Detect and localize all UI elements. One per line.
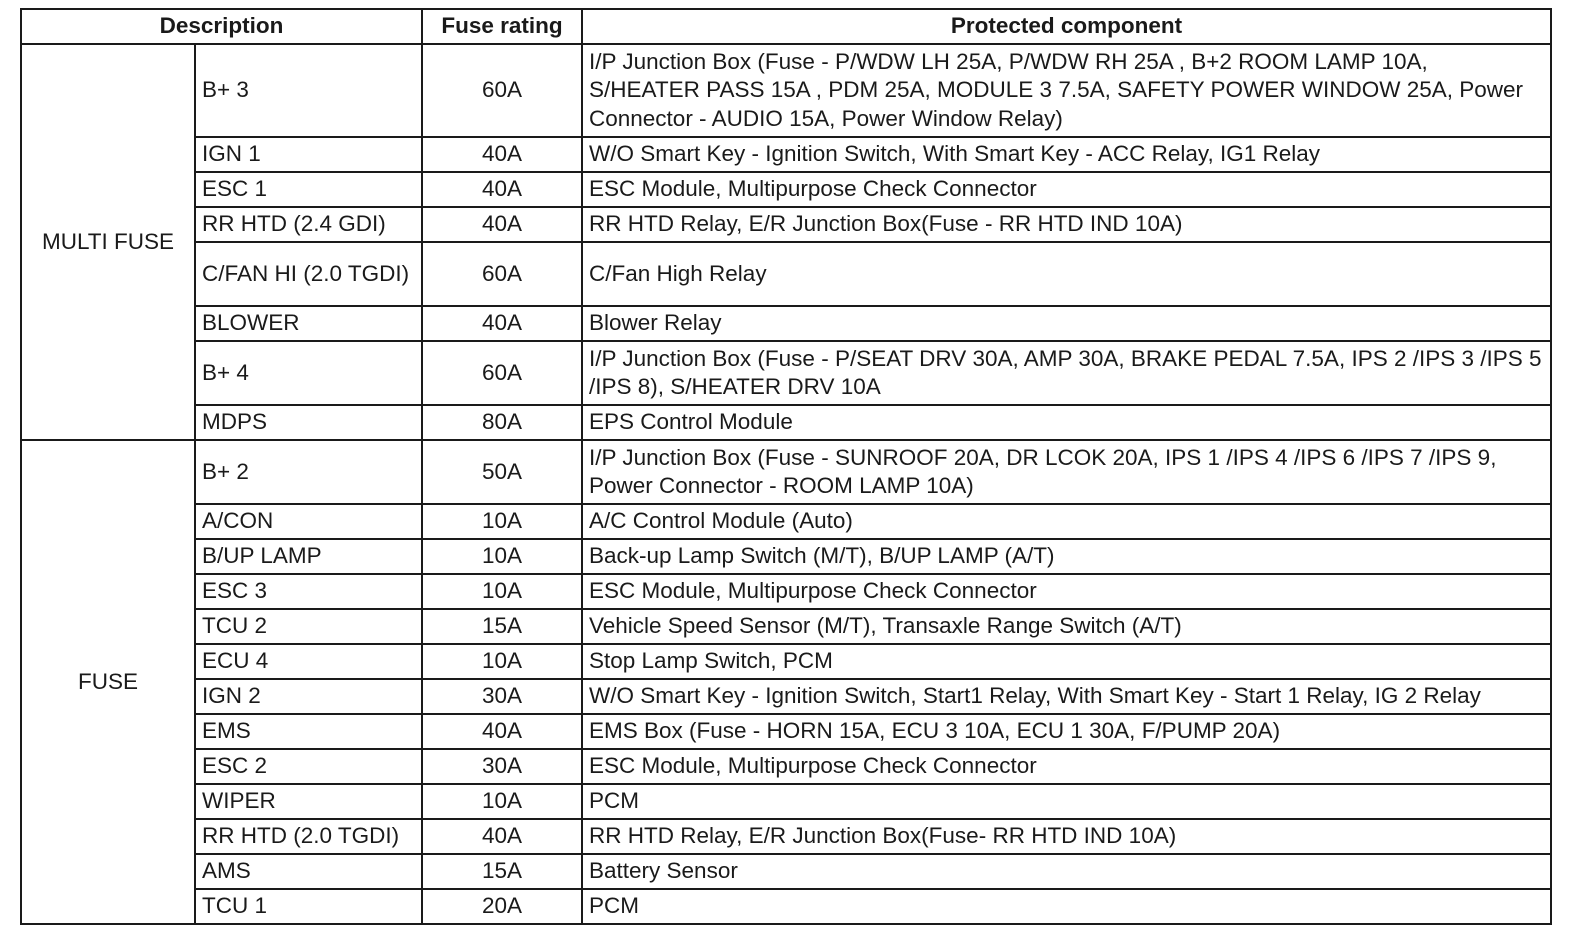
fuse-rating: 80A: [422, 405, 582, 440]
fuse-description: IGN 2: [195, 679, 422, 714]
header-description: Description: [21, 9, 422, 44]
fuse-description: RR HTD (2.0 TGDI): [195, 819, 422, 854]
table-row: [21, 679, 1551, 714]
fuse-rating: 40A: [422, 207, 582, 242]
fuse-description: ESC 2: [195, 749, 422, 784]
protected-component: EMS Box (Fuse - HORN 15A, ECU 3 10A, ECU 1 30A, F/PUMP 20A): [582, 714, 1551, 749]
table-row: [21, 889, 1551, 924]
fuse-description: TCU 1: [195, 889, 422, 924]
fuse-description: ECU 4: [195, 644, 422, 679]
header-protected-component: Protected component: [582, 9, 1551, 44]
fuse-description: B+ 3: [195, 44, 422, 137]
protected-component: PCM: [582, 784, 1551, 819]
table-row: [21, 749, 1551, 784]
fuse-description: ESC 1: [195, 172, 422, 207]
table-row: [21, 137, 1551, 172]
table-row: [21, 341, 1551, 405]
fuse-rating: 40A: [422, 306, 582, 341]
fuse-rating: 30A: [422, 749, 582, 784]
fuse-rating: 10A: [422, 644, 582, 679]
protected-component: W/O Smart Key - Ignition Switch, With Smart Key - ACC Relay, IG1 Relay: [582, 137, 1551, 172]
header-fuse-rating: Fuse rating: [422, 9, 582, 44]
fuse-table-container: [20, 8, 1550, 925]
protected-component: A/C Control Module (Auto): [582, 504, 1551, 539]
protected-component: Blower Relay: [582, 306, 1551, 341]
table-row: [21, 440, 1551, 504]
table-row: [21, 44, 1551, 137]
table-row: [21, 504, 1551, 539]
table-row: [21, 714, 1551, 749]
table-row: [21, 854, 1551, 889]
fuse-rating: 10A: [422, 784, 582, 819]
fuse-description: WIPER: [195, 784, 422, 819]
table-row: [21, 784, 1551, 819]
fuse-rating: 40A: [422, 714, 582, 749]
fuse-description: IGN 1: [195, 137, 422, 172]
fuse-description: B+ 2: [195, 440, 422, 504]
protected-component: ESC Module, Multipurpose Check Connector: [582, 749, 1551, 784]
protected-component: C/Fan High Relay: [582, 242, 1551, 306]
protected-component: I/P Junction Box (Fuse - SUNROOF 20A, DR LCOK 20A, IPS 1 /IPS 4 /IPS 6 /IPS 7 /IPS 9, Power Connector - ROOM LAMP 10A): [582, 440, 1551, 504]
fuse-rating: 30A: [422, 679, 582, 714]
fuse-description: AMS: [195, 854, 422, 889]
protected-component: PCM: [582, 889, 1551, 924]
fuse-rating: 60A: [422, 341, 582, 405]
fuse-description: A/CON: [195, 504, 422, 539]
protected-component: ESC Module, Multipurpose Check Connector: [582, 172, 1551, 207]
fuse-rating: 40A: [422, 137, 582, 172]
table-row: [21, 172, 1551, 207]
fuse-rating: 15A: [422, 854, 582, 889]
fuse-description: BLOWER: [195, 306, 422, 341]
fuse-description: EMS: [195, 714, 422, 749]
table-row: [21, 574, 1551, 609]
fuse-description: B/UP LAMP: [195, 539, 422, 574]
fuse-rating: 50A: [422, 440, 582, 504]
protected-component: Battery Sensor: [582, 854, 1551, 889]
fuse-rating: 60A: [422, 242, 582, 306]
table-row: [21, 207, 1551, 242]
fuse-description: C/FAN HI (2.0 TGDI): [195, 242, 422, 306]
protected-component: EPS Control Module: [582, 405, 1551, 440]
table-row: [21, 242, 1551, 306]
fuse-rating: 15A: [422, 609, 582, 644]
fuse-description: TCU 2: [195, 609, 422, 644]
protected-component: Back-up Lamp Switch (M/T), B/UP LAMP (A/T): [582, 539, 1551, 574]
protected-component: I/P Junction Box (Fuse - P/SEAT DRV 30A, AMP 30A, BRAKE PEDAL 7.5A, IPS 2 /IPS 3 /IPS 5 /IPS 8), S/HEATER DRV 10A: [582, 341, 1551, 405]
fuse-table: [20, 8, 1552, 925]
table-row: [21, 539, 1551, 574]
fuse-description: B+ 4: [195, 341, 422, 405]
protected-component: I/P Junction Box (Fuse - P/WDW LH 25A, P/WDW RH 25A , B+2 ROOM LAMP 10A, S/HEATER PASS 15A , PDM 25A, MODULE 3 7.5A, SAFETY POWER WINDOW 25A, Power Connector - AUDIO 15A, Power Window Relay): [582, 44, 1551, 137]
fuse-description: RR HTD (2.4 GDI): [195, 207, 422, 242]
table-row: [21, 306, 1551, 341]
protected-component: RR HTD Relay, E/R Junction Box(Fuse- RR HTD IND 10A): [582, 819, 1551, 854]
fuse-rating: 60A: [422, 44, 582, 137]
fuse-rating: 40A: [422, 172, 582, 207]
fuse-rating: 40A: [422, 819, 582, 854]
table-row: [21, 405, 1551, 440]
group-label-fuse: FUSE: [21, 440, 195, 924]
protected-component: Stop Lamp Switch, PCM: [582, 644, 1551, 679]
table-row: [21, 644, 1551, 679]
table-row: [21, 819, 1551, 854]
fuse-description: ESC 3: [195, 574, 422, 609]
protected-component: Vehicle Speed Sensor (M/T), Transaxle Range Switch (A/T): [582, 609, 1551, 644]
protected-component: W/O Smart Key - Ignition Switch, Start1 Relay, With Smart Key - Start 1 Relay, IG 2 Relay: [582, 679, 1551, 714]
protected-component: ESC Module, Multipurpose Check Connector: [582, 574, 1551, 609]
fuse-description: MDPS: [195, 405, 422, 440]
group-label-multi-fuse: MULTI FUSE: [21, 44, 195, 440]
fuse-rating: 10A: [422, 574, 582, 609]
table-row: [21, 609, 1551, 644]
fuse-rating: 20A: [422, 889, 582, 924]
protected-component: RR HTD Relay, E/R Junction Box(Fuse - RR HTD IND 10A): [582, 207, 1551, 242]
fuse-rating: 10A: [422, 539, 582, 574]
header-row: [21, 9, 1551, 44]
fuse-rating: 10A: [422, 504, 582, 539]
